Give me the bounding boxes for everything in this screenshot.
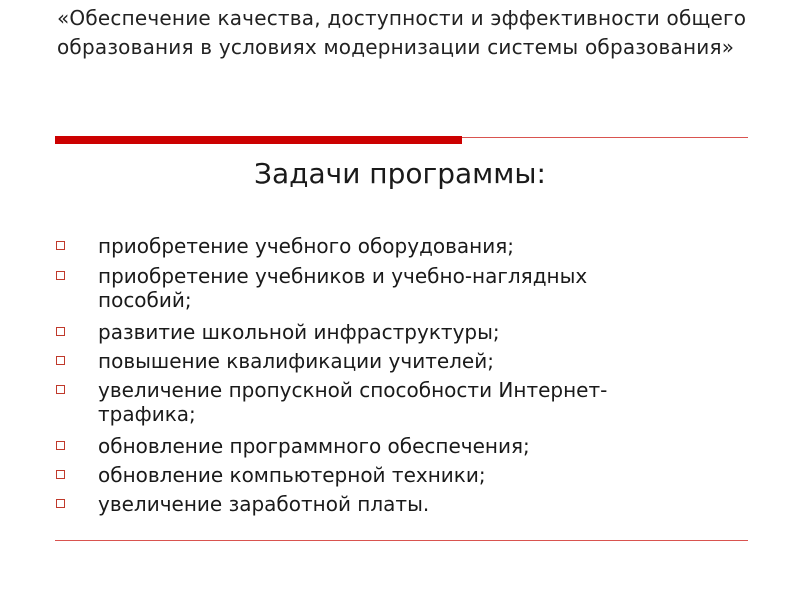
- task-text: увеличение пропускной способности Интернет- трафика;: [98, 378, 608, 426]
- task-text: приобретение учебного оборудования;: [98, 234, 515, 258]
- section-subtitle: Задачи программы:: [254, 157, 546, 190]
- bottom-divider: [55, 540, 748, 541]
- square-bullet-icon: [56, 470, 65, 479]
- square-bullet-icon: [56, 441, 65, 450]
- task-text: повышение квалификации учителей;: [98, 349, 494, 373]
- square-bullet-icon: [56, 327, 65, 336]
- task-text: приобретение учебников и учебно-наглядных пособий;: [98, 264, 588, 312]
- task-text: обновление программного обеспечения;: [98, 434, 530, 458]
- task-text: развитие школьной инфраструктуры;: [98, 320, 500, 344]
- task-text: увеличение заработной платы.: [98, 492, 430, 516]
- task-text: обновление компьютерной техники;: [98, 463, 486, 487]
- top-divider-accent: [55, 136, 462, 144]
- slide-title: «Обеспечение качества, доступности и эффективности общего образования в условиях модернизации системы образования»: [57, 6, 747, 59]
- square-bullet-icon: [56, 385, 65, 394]
- square-bullet-icon: [56, 356, 65, 365]
- square-bullet-icon: [56, 241, 65, 250]
- square-bullet-icon: [56, 499, 65, 508]
- square-bullet-icon: [56, 271, 65, 280]
